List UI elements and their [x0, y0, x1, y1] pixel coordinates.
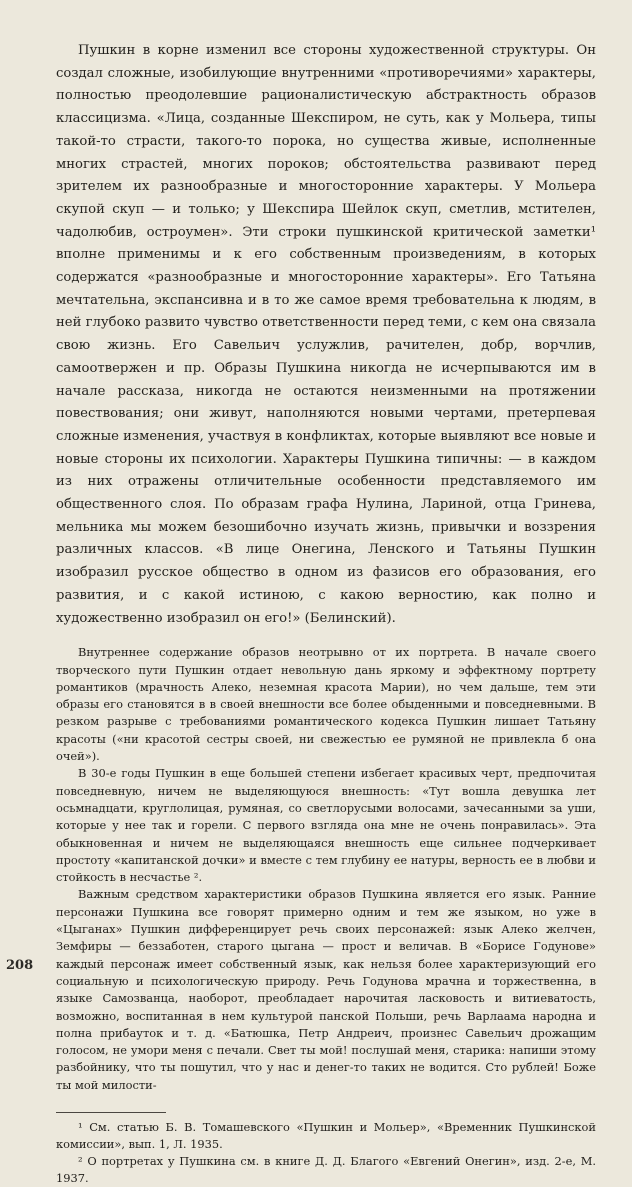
footnote-divider — [56, 1112, 166, 1113]
small-paragraph-3: Важным средством характеристики образов Пушкина является его язык. Ранние персонажи Пушкина все говорят примерно одним и тем же языком, но уже в «Цыганах» Пушкин дифференцирует речь своих персонажей: язык Алеко желчен, Земфиры — беззаботен, старого цыгана — прост и величав. В «Борисе Годунове» каждый персонаж имеет собственный язык, как нельзя более характеризующий его социальную и психологическую природу. Речь Годунова мрачна и торжественна, в языке Самозванца, наоборот, преобладает нарочитая ласковость и витиеватость, возможно, воспитанная в нем культурой панской Польши, речь Варлаама народна и полна прибауток и т. д. «Батюшка, Петр Андреич, произнес Савельич дрожащим голосом, не умори меня с печали. Свет ты мой! послушай меня, старика: напиши этому разбойнику, что ты пошутил, что у нас и денег-то таких не водится. Сто рублей! Боже ты мой милости- — [56, 887, 596, 1092]
footnote-2: ² О портретах у Пушкина см. в книге Д. Д. Благого «Евгений Онегин», изд. 2-е, М. 1937. — [56, 1154, 596, 1185]
small-paragraph-1: Внутреннее содержание образов неотрывно от их портрета. В начале своего творческого пути Пушкин отдает невольную дань яркому и эффектному портрету романтиков (мрачность Алеко, неземная красота Марии), но чем дальше, тем эти образы его становятся в в своей внешности все более обыденными и повседневными. В резком разрыве с требованиями романтического кодекса Пушкин лишает Татьяну красоты («ни красотой сестры своей, ни свежестью ее румяной не привлекла б она очей»). — [56, 645, 596, 764]
book-page — [56, 40, 596, 1187]
page-number: 208 — [6, 958, 34, 973]
main-paragraph: Пушкин в корне изменил все стороны художественной структуры. Он создал сложные, изобилующие внутренними «противоречиями» характеры, полностью преодолевшие рационалистическую абстрактность образов классицизма. «Лица, созданные Шекспиром, не суть, как у Мольера, типы такой-то страсти, такого-то порока, но существа живые, исполненные многих страстей, многих пороков; обстоятельства развивают перед зрителем их разнообразные и многосторонние характеры. У Мольера скупой скуп — и только; у Шекспира Шейлок скуп, сметлив, мстителен, чадолюбив, остроумен». Эти строки пушкинской критической заметки¹ вполне применимы и к его собственным произведениям, в которых содержатся «разнообразные и многосторонние характеры». Его Татьяна мечтательна, экспансивна и в то же самое время требовательна к людям, в ней глубоко развито чувство ответственности перед теми, с кем она связала свою жизнь. Его Савельич услужлив, рачителен, добр, ворчлив, самоотвержен и пр. Образы Пушкина никогда не исчерпываются им в начале рассказа, никогда не остаются неизменными на протяжении повествования; они живут, наполняются новыми чертами, претерпевая сложные изменения, участвуя в конфликтах, которые выявляют все новые и новые стороны их психологии. Характеры Пушкина типичны: — в каждом из них отражены отличительные особенности представляемого им общественного слоя. По образам графа Нулина, Лариной, отца Гринева, мельника мы можем безошибочно изучать жизнь, привычки и воззрения различных классов. «В лице Онегина, Ленского и Татьяны Пушкин изобразил русское общество в одном из фазисов его образования, его развития, и с какой истиною, с какою верностию, как полно и художественно изобразил он его!» (Белинский). — [56, 43, 596, 626]
small-paragraph-2: В 30-е годы Пушкин в еще большей степени избегает красивых черт, предпочитая повседневную, ничем не выделяющуюся внешность: «Тут вошла девушка лет осьмнадцати, круглолицая, румяная, со светлорусыми волосами, зачесанными за уши, которые у нее так и горели. С первого взгляда она мне не очень понравилась». Эта обыкновенная и ничем не выделяющаяся внешность еще сильнее подчеркивает простоту «капитанской дочки» и вместе с тем глубину ее натуры, верность ее в любви и стойкость в несчастье ². — [56, 766, 596, 885]
footnote-1: ¹ См. статью Б. В. Томашевского «Пушкин и Мольер», «Временник Пушкинской комиссии», вып. 1, Л. 1935. — [56, 1120, 596, 1151]
